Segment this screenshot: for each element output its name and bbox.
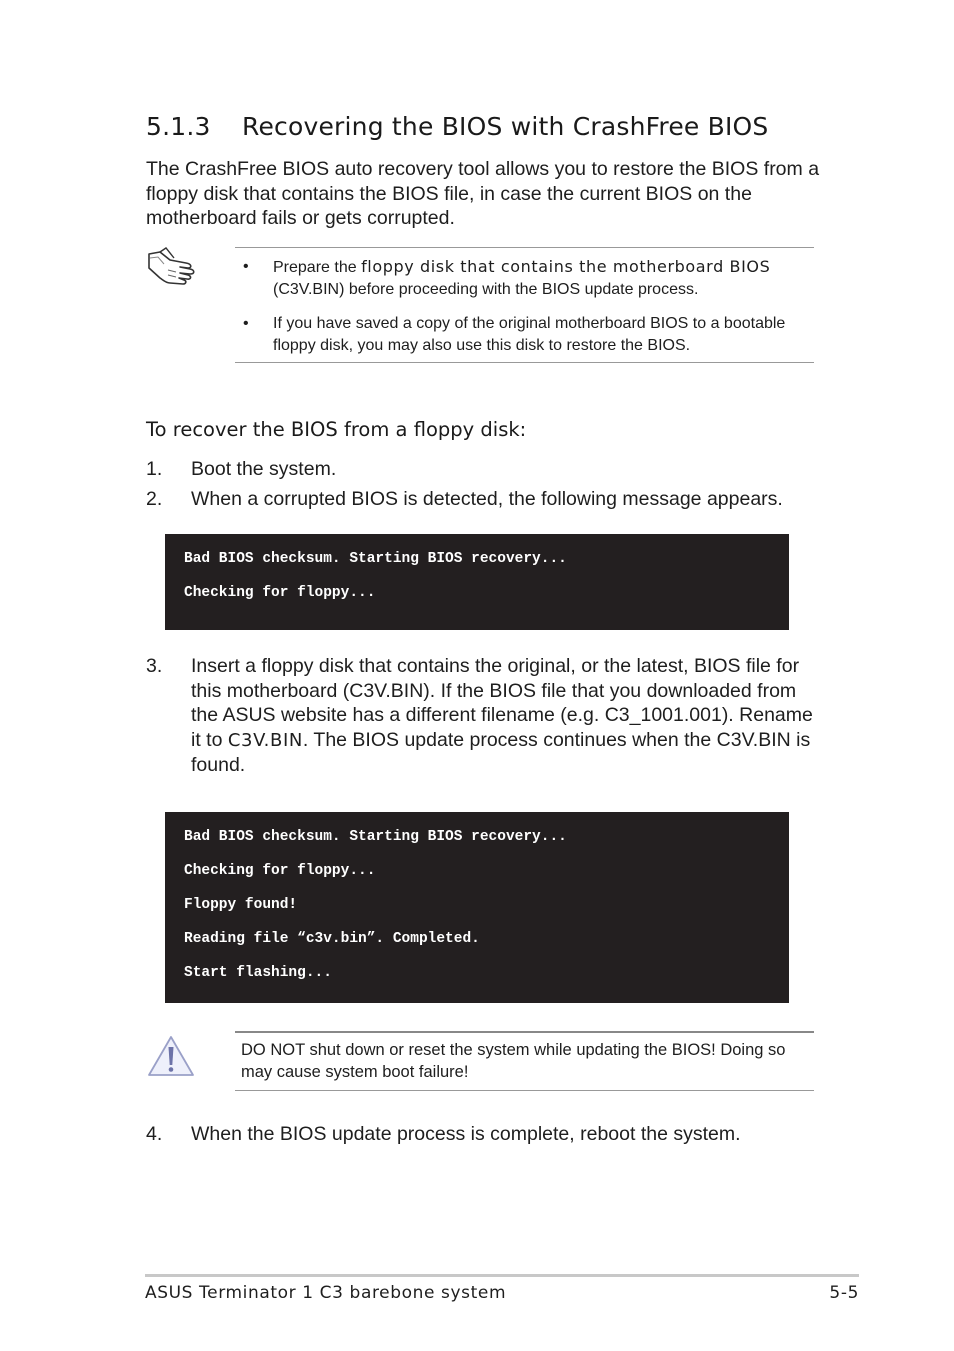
console-line: Checking for floppy...	[184, 863, 376, 879]
step-text	[191, 654, 816, 778]
step-number: 1.	[146, 458, 163, 480]
note-bottom-rule	[235, 362, 814, 363]
step-number: 3.	[146, 655, 163, 677]
note-text-post: (C3V.BIN) before proceeding with the BIOS update process.	[273, 281, 699, 298]
step-text-pre: Insert a floppy disk that contains the original, or the latest, BIOS file for this motherboard (C3V.BIN). If the BIOS file that you downloaded from the ASUS website has a different filename (e.g. C3_1001.001). Rename it to	[191, 655, 813, 751]
step-number: 2.	[146, 488, 163, 510]
section-heading	[146, 112, 769, 141]
console-line: Floppy found!	[184, 897, 298, 913]
section-number: 5.1.3	[146, 112, 211, 141]
step-text: When a corrupted BIOS is detected, the following message appears.	[191, 488, 783, 510]
section-title: Recovering the BIOS with CrashFree BIOS	[242, 112, 769, 141]
footer-title: ASUS Terminator 1 C3 barebone system	[145, 1283, 507, 1303]
console-message-1	[165, 534, 789, 630]
footer-rule	[145, 1274, 859, 1277]
step-1	[146, 457, 816, 482]
note-list	[243, 256, 813, 369]
bullet: •	[243, 315, 249, 332]
note-text: If you have saved a copy of the original motherboard BIOS to a bootable floppy disk, you may also use this disk to restore the BIOS.	[273, 315, 786, 354]
console-line: Start flashing...	[184, 965, 332, 981]
warning-bottom-rule	[235, 1090, 814, 1091]
filename-emphasis: C3V.BIN	[227, 729, 303, 751]
step-text: Boot the system.	[191, 458, 337, 480]
subheading: To recover the BIOS from a floppy disk:	[146, 418, 527, 441]
warning-text: DO NOT shut down or reset the system while updating the BIOS! Doing so may cause system boot failure!	[241, 1041, 786, 1081]
console-message-2	[165, 812, 789, 1003]
pointing-hand-icon	[146, 246, 204, 295]
note-emphasis: floppy disk that contains the motherboard BIOS	[361, 257, 771, 276]
console-line: Reading file “c3v.bin”. Completed.	[184, 931, 480, 947]
console-line: Checking for floppy...	[184, 585, 376, 601]
step-4	[146, 1122, 816, 1147]
page-footer	[145, 1283, 859, 1303]
step-text: When the BIOS update process is complete, reboot the system.	[191, 1123, 741, 1145]
warning-top-rule	[235, 1031, 814, 1033]
step-number: 4.	[146, 1123, 163, 1145]
warning-exclamation-icon	[146, 1034, 196, 1083]
note-item	[243, 313, 813, 357]
console-line: Bad BIOS checksum. Starting BIOS recovery...	[184, 551, 567, 567]
note-top-rule	[235, 247, 814, 248]
step-3	[146, 654, 816, 778]
step-2	[146, 487, 816, 512]
page-number: 5-5	[829, 1283, 859, 1303]
note-item	[243, 256, 813, 301]
console-line: Bad BIOS checksum. Starting BIOS recovery...	[184, 829, 567, 845]
step-text-post: . The BIOS update process continues when the C3V.BIN is found.	[191, 728, 811, 776]
note-text-pre: Prepare the	[273, 259, 362, 276]
bullet: •	[243, 258, 249, 275]
intro-paragraph: The CrashFree BIOS auto recovery tool allows you to restore the BIOS from a floppy disk that contains the BIOS file, in case the current BIOS on the motherboard fails or gets corrupted.	[146, 158, 820, 229]
